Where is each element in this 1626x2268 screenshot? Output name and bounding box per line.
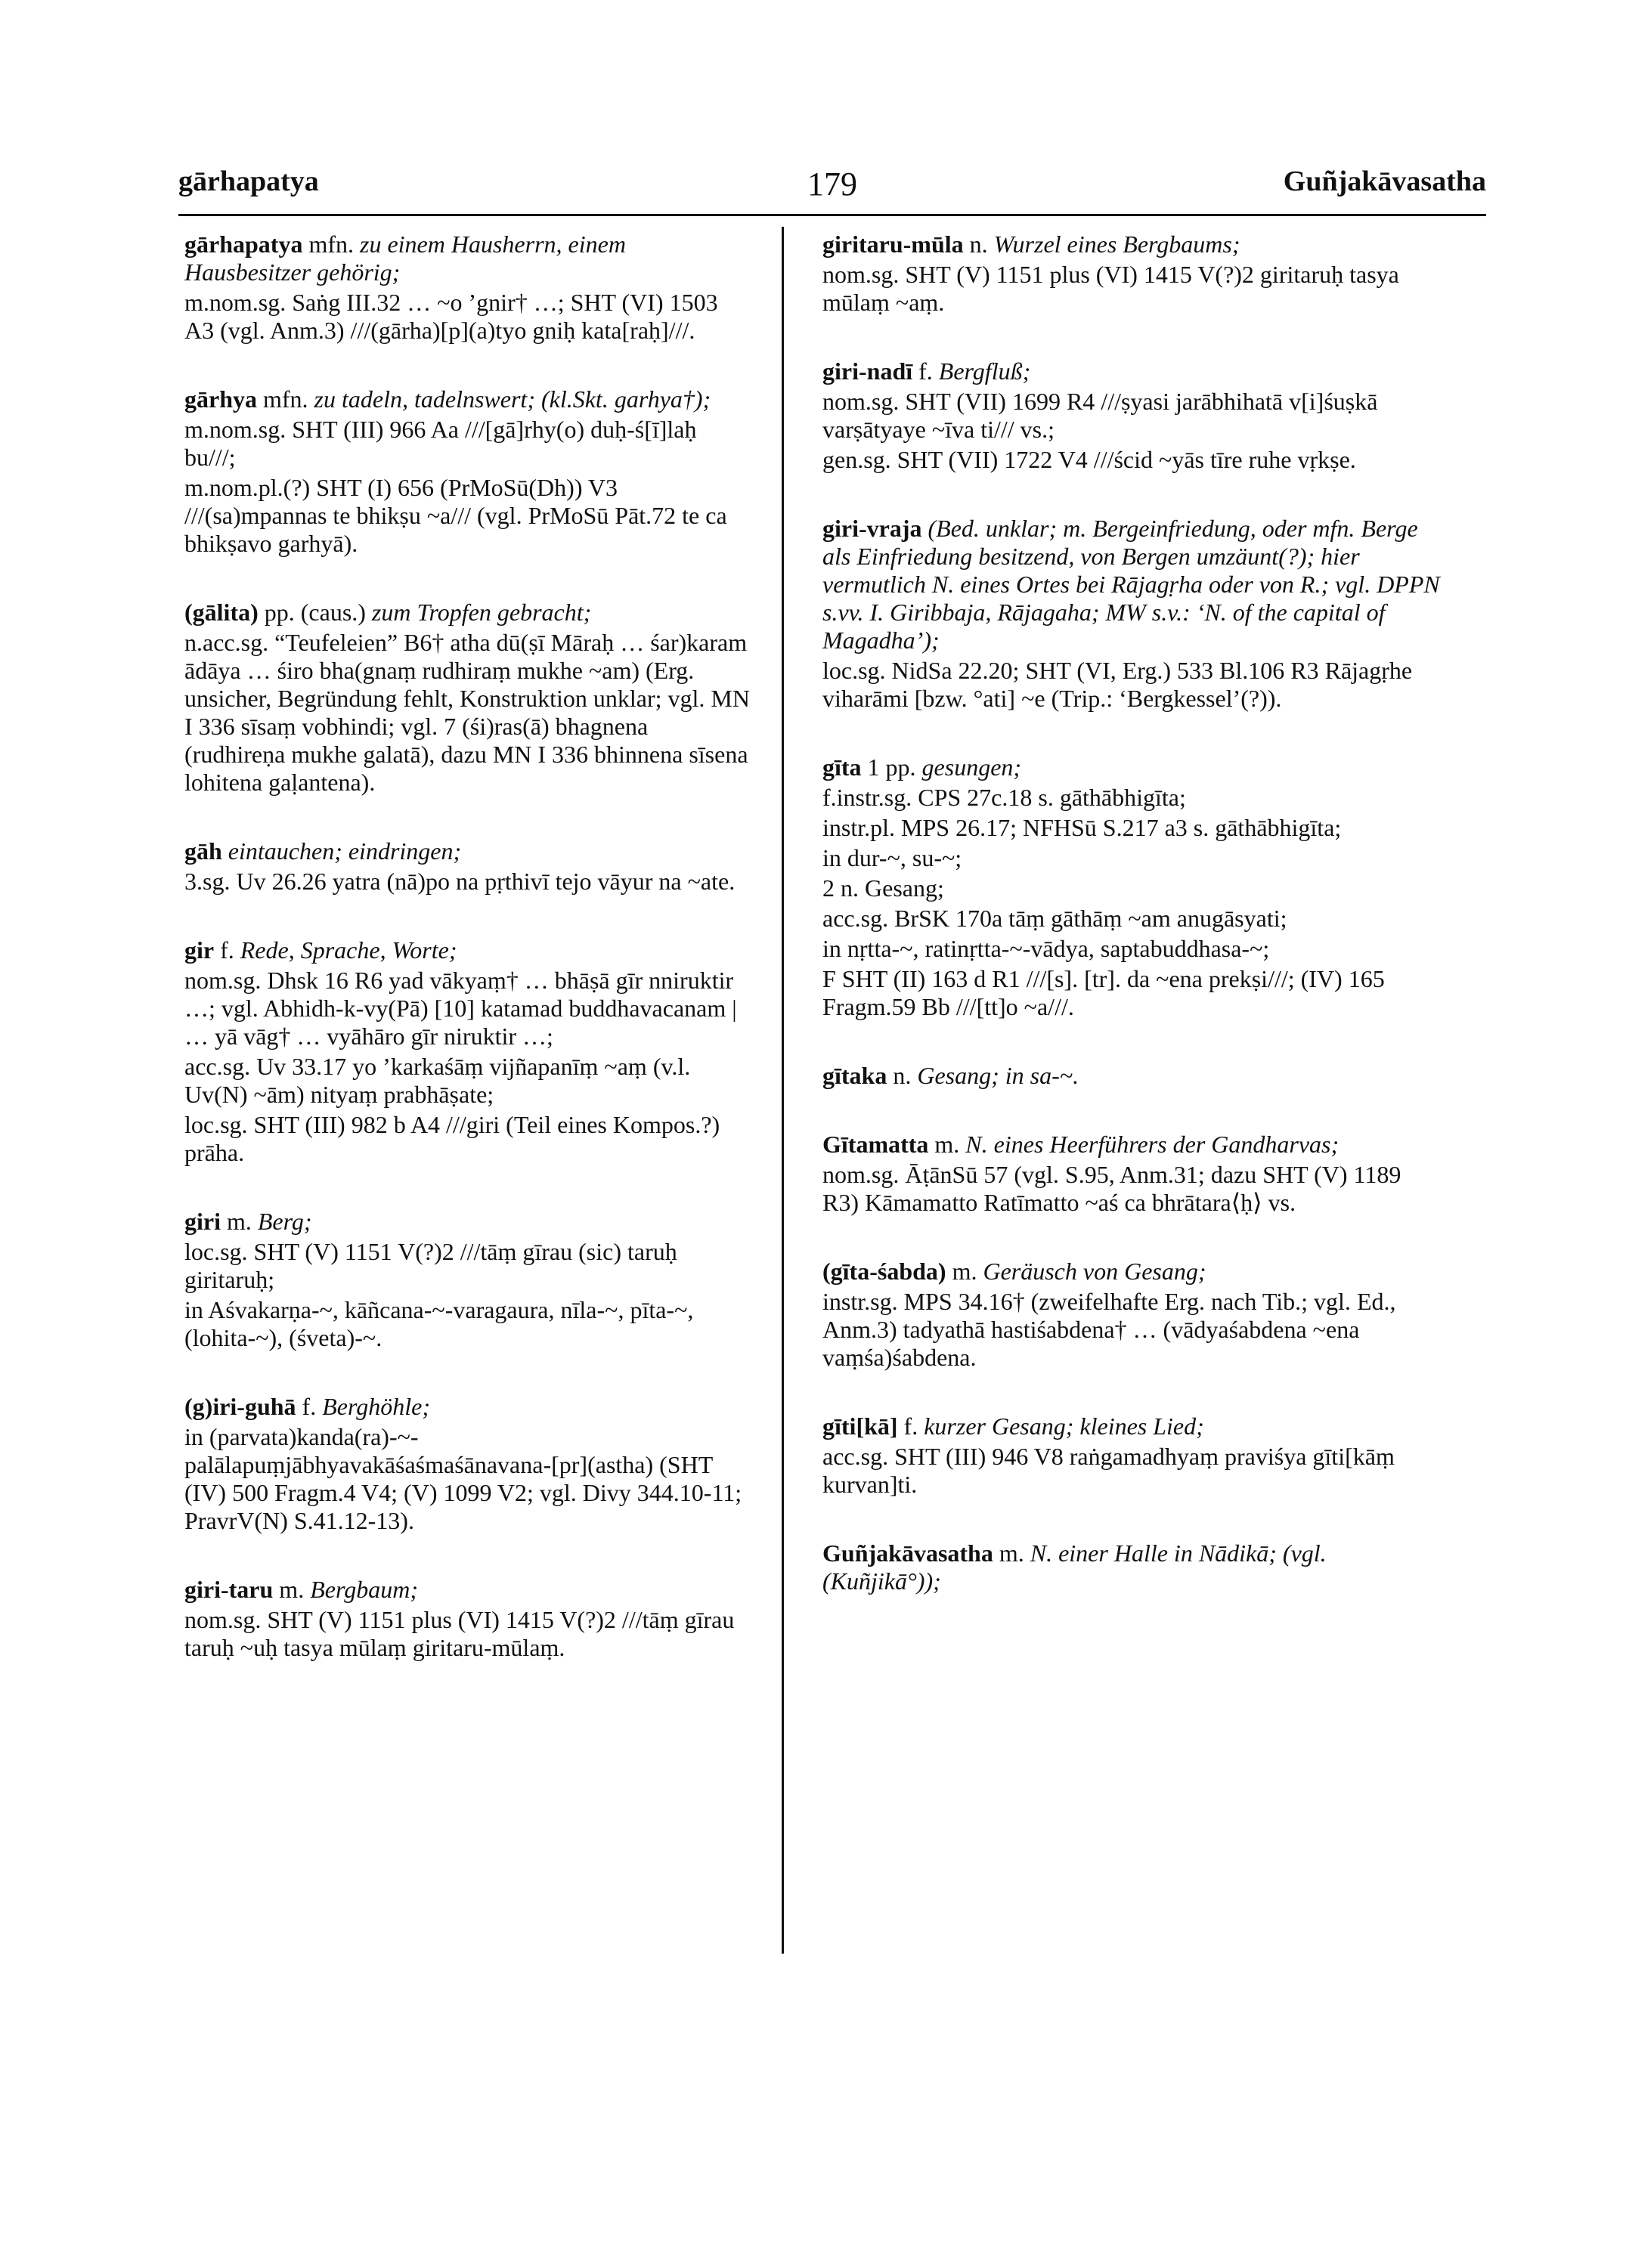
entry-lead	[184, 385, 751, 413]
dictionary-entry	[184, 837, 751, 896]
entry-grammar: f.	[302, 1393, 317, 1420]
entry-gloss: (Bed. unklar; m. Bergeinfriedung, oder mfn. Berge als Einfriedung besitzend, von Bergen umzäunt(?); hier vermutlich N. eines Ortes bei Rājagṛha oder von R.; vgl. DPPN s.vv. I. Giribbaja, Rājagaha; MW s.v.: ‘N. of the capital of Magadha’);	[822, 515, 1440, 654]
entry-lead	[822, 231, 1442, 258]
entry-headword: giri	[184, 1208, 221, 1235]
entry-citation: m.nom.pl.(?) SHT (I) 656 (PrMoSū(Dh)) V3 ///(sa)mpannas te bhikṣu ~a/// (vgl. PrMoSū Pāt.72 te ca bhikṣavo garhyā).	[184, 474, 727, 557]
entry-citation: in nṛtta-~, ratinṛtta-~-vādya, saptabuddhasa-~;	[822, 935, 1270, 962]
left-column	[184, 231, 751, 1703]
entry-citation: loc.sg. NidSa 22.20; SHT (VI, Erg.) 533 Bl.106 R3 Rājagṛhe viharāmi [bzw. °ati] ~e (Trip.: ‘Bergkessel’(?)).	[822, 657, 1413, 712]
entry-lead	[822, 1539, 1442, 1595]
entry-grammar: n.	[969, 231, 988, 258]
entry-citation: 2 n. Gesang;	[822, 874, 944, 902]
entry-citation: instr.sg. MPS 34.16† (zweifelhafte Erg. nach Tib.; vgl. Ed., Anm.3) tadyathā hastiśabdena† … (vādyaśabdena ~ena vaṃśa)śabdena.	[822, 1288, 1396, 1371]
dictionary-entry	[822, 231, 1442, 317]
entry-grammar: m.	[999, 1539, 1024, 1567]
entry-grammar: m.	[934, 1131, 960, 1158]
entry-citation: F SHT (II) 163 d R1 ///[s]. [tr]. da ~ena prekṣi///; (IV) 165 Fragm.59 Bb ///[tt]o ~a///.	[822, 965, 1385, 1020]
entry-headword: gītaka	[822, 1062, 887, 1089]
dictionary-entry	[822, 1539, 1442, 1595]
header-rule	[178, 214, 1486, 216]
entry-lead	[822, 515, 1442, 654]
entry-citation: m.nom.sg. Saṅg III.32 … ~o ’gnir† …; SHT (VI) 1503 A3 (vgl. Anm.3) ///(gārha)[p](a)tyo gniḥ kata[raḥ]///.	[184, 289, 718, 344]
entry-citation: n.acc.sg. “Teufeleien” B6† atha dū(ṣī Māraḥ … śar)karam ādāya … śiro bha(gnaṃ rudhiraṃ mukhe ~am) (Erg. unsicher, Begründung fehlt, Konstruktion unklar; vgl. MN I 336 sīsaṃ vobhindi; vgl. 7 (śi)ras(ā) bhagnena (rudhireṇa mukhe galatā), dazu MN I 336 bhinnena sīsena lohitena gaḷantena).	[184, 629, 750, 796]
entry-headword: (gālita)	[184, 599, 259, 626]
entry-lead	[822, 1062, 1442, 1090]
entry-headword: giri-vraja	[822, 515, 922, 542]
entry-lead	[184, 231, 751, 286]
entry-gloss: Bergfluß;	[938, 357, 1031, 385]
entry-citation: nom.sg. SHT (V) 1151 plus (VI) 1415 V(?)2 giritaruḥ tasya mūlaṃ ~aṃ.	[822, 261, 1399, 316]
entry-citation: loc.sg. SHT (III) 982 b A4 ///giri (Teil eines Kompos.?) prāha.	[184, 1111, 720, 1166]
entry-citation: acc.sg. BrSK 170a tāṃ gāthāṃ ~am anugāsyati;	[822, 905, 1287, 932]
entry-lead	[184, 599, 751, 627]
entry-grammar: m.	[952, 1258, 977, 1285]
entry-citation: nom.sg. Dhsk 16 R6 yad vākyaṃ† … bhāṣā gīr nniruktir …; vgl. Abhidh-k-vy(Pā) [10] katamad buddhavacanam | … yā vāg† … vyāhāro gīr niruktir …;	[184, 967, 737, 1050]
dictionary-entry	[822, 1131, 1442, 1217]
entry-headword: (g)iri-guhā	[184, 1393, 296, 1420]
entry-headword: gīti[kā]	[822, 1412, 898, 1440]
entry-grammar: 1 pp.	[867, 753, 916, 781]
entry-citation: in Aśvakarṇa-~, kāñcana-~-varagaura, nīla-~, pīta-~, (lohita-~), (śveta)-~.	[184, 1296, 694, 1351]
entry-lead	[184, 837, 751, 865]
entry-gloss: Berghöhle;	[322, 1393, 430, 1420]
running-header	[178, 165, 1486, 210]
dictionary-entry	[822, 515, 1442, 713]
entry-grammar: f.	[918, 357, 933, 385]
entry-lead	[822, 1258, 1442, 1286]
entry-lead	[822, 753, 1442, 781]
dictionary-entry	[822, 1412, 1442, 1499]
dictionary-entry	[822, 1258, 1442, 1372]
entry-grammar: pp. (caus.)	[264, 599, 366, 626]
entry-gloss: Bergbaum;	[310, 1576, 418, 1603]
entry-gloss: Wurzel eines Bergbaums;	[993, 231, 1240, 258]
entry-gloss: zu einem Hausherrn, einem Hausbesitzer gehörig;	[184, 231, 626, 286]
entry-lead	[822, 1412, 1442, 1440]
entry-lead	[822, 357, 1442, 385]
entry-gloss: zu tadeln, tadelnswert; (kl.Skt. garhya†);	[314, 385, 711, 413]
column-divider	[782, 227, 784, 1954]
dictionary-entry	[822, 753, 1442, 1021]
entry-lead	[822, 1131, 1442, 1159]
entry-citation: f.instr.sg. CPS 27c.18 s. gāthābhigīta;	[822, 784, 1186, 811]
dictionary-entry	[184, 1393, 751, 1535]
entry-grammar: n.	[893, 1062, 912, 1089]
entry-grammar: f.	[903, 1412, 918, 1440]
header-right-headword: Guñjakāvasatha	[1283, 166, 1486, 197]
entry-gloss: N. eines Heerführers der Gandharvas;	[965, 1131, 1340, 1158]
entry-citation: in dur-~, su-~;	[822, 844, 962, 871]
dictionary-entry	[822, 357, 1442, 474]
entry-gloss: eintauchen; eindringen;	[228, 837, 462, 865]
entry-headword: Gītamatta	[822, 1131, 929, 1158]
entry-citation: nom.sg. SHT (VII) 1699 R4 ///ṣyasi jarābhihatā v[i]śuṣkā varṣātyaye ~īva ti/// vs.;	[822, 388, 1378, 443]
entry-citation: in (parvata)kanda(ra)-~-palālapuṃjābhyavakāśaśmaśānavana-[pr](astha) (SHT (IV) 500 Fragm.4 V4; (V) 1099 V2; vgl. Divy 344.10-11; PravrV(N) S.41.12-13).	[184, 1423, 742, 1534]
entry-gloss: kurzer Gesang; kleines Lied;	[924, 1412, 1204, 1440]
entry-headword: gīta	[822, 753, 862, 781]
entry-grammar: m.	[279, 1576, 305, 1603]
entry-citation: gen.sg. SHT (VII) 1722 V4 ///ścid ~yās tīre ruhe vṛkṣe.	[822, 446, 1356, 473]
entry-lead	[184, 936, 751, 964]
entry-citation: 3.sg. Uv 26.26 yatra (nā)po na pṛthivī tejo vāyur na ~ate.	[184, 868, 736, 895]
entry-headword: giri-taru	[184, 1576, 274, 1603]
entry-gloss: gesungen;	[921, 753, 1022, 781]
entry-citation: nom.sg. ĀṭānSū 57 (vgl. S.95, Anm.31; dazu SHT (V) 1189 R3) Kāmamatto Ratīmatto ~aś ca bhrātara⟨ḥ⟩ vs.	[822, 1161, 1401, 1216]
entry-lead	[184, 1576, 751, 1604]
page-number: 179	[807, 166, 857, 203]
entry-gloss: Berg;	[257, 1208, 312, 1235]
dictionary-entry	[184, 1576, 751, 1662]
entry-lead	[184, 1208, 751, 1236]
entry-citation: acc.sg. Uv 33.17 yo ’karkaśāṃ vijñapanīṃ ~aṃ (v.l. Uv(N) ~ām) nityaṃ prabhāṣate;	[184, 1053, 691, 1108]
entry-citation: instr.pl. MPS 26.17; NFHSū S.217 a3 s. gāthābhigīta;	[822, 814, 1342, 841]
dictionary-entry	[822, 1062, 1442, 1090]
entry-grammar: mfn.	[308, 231, 354, 258]
entry-grammar: f.	[220, 936, 234, 964]
entry-headword: giri-nadī	[822, 357, 913, 385]
header-left-headword: gārhapatya	[178, 166, 319, 197]
entry-headword: gārhapatya	[184, 231, 303, 258]
entry-citation: acc.sg. SHT (III) 946 V8 raṅgamadhyaṃ praviśya gīti[kāṃ kurvan]ti.	[822, 1443, 1395, 1498]
dictionary-entry	[184, 936, 751, 1167]
entry-citation: m.nom.sg. SHT (III) 966 Aa ///[gā]rhy(o) duḥ-ś[ī]laḥ bu///;	[184, 416, 697, 471]
entry-gloss: zum Tropfen gebracht;	[371, 599, 592, 626]
entry-grammar: m.	[226, 1208, 252, 1235]
entry-gloss: Geräusch von Gesang;	[983, 1258, 1206, 1285]
entry-headword: gir	[184, 936, 215, 964]
entry-gloss: Rede, Sprache, Worte;	[240, 936, 457, 964]
dictionary-entry	[184, 599, 751, 797]
dictionary-entry	[184, 1208, 751, 1352]
dictionary-entry	[184, 231, 751, 345]
entry-headword: gārhya	[184, 385, 257, 413]
dictionary-entry	[184, 385, 751, 558]
entry-gloss: Gesang; in sa-~.	[917, 1062, 1079, 1089]
entry-headword: (gīta-śabda)	[822, 1258, 946, 1285]
entry-headword: giritaru-mūla	[822, 231, 964, 258]
entry-headword: Guñjakāvasatha	[822, 1539, 993, 1567]
entry-citation: loc.sg. SHT (V) 1151 V(?)2 ///tāṃ gīrau (sic) taruḥ giritaruḥ;	[184, 1238, 677, 1293]
entry-gloss: N. einer Halle in Nādikā; (vgl. (Kuñjikā°));	[822, 1539, 1327, 1595]
right-column	[822, 231, 1442, 1636]
entry-grammar: mfn.	[263, 385, 308, 413]
entry-citation: nom.sg. SHT (V) 1151 plus (VI) 1415 V(?)2 ///tāṃ gīrau taruḥ ~uḥ tasya mūlaṃ giritaru-mūlaṃ.	[184, 1606, 735, 1661]
entry-headword: gāh	[184, 837, 222, 865]
entry-lead	[184, 1393, 751, 1421]
